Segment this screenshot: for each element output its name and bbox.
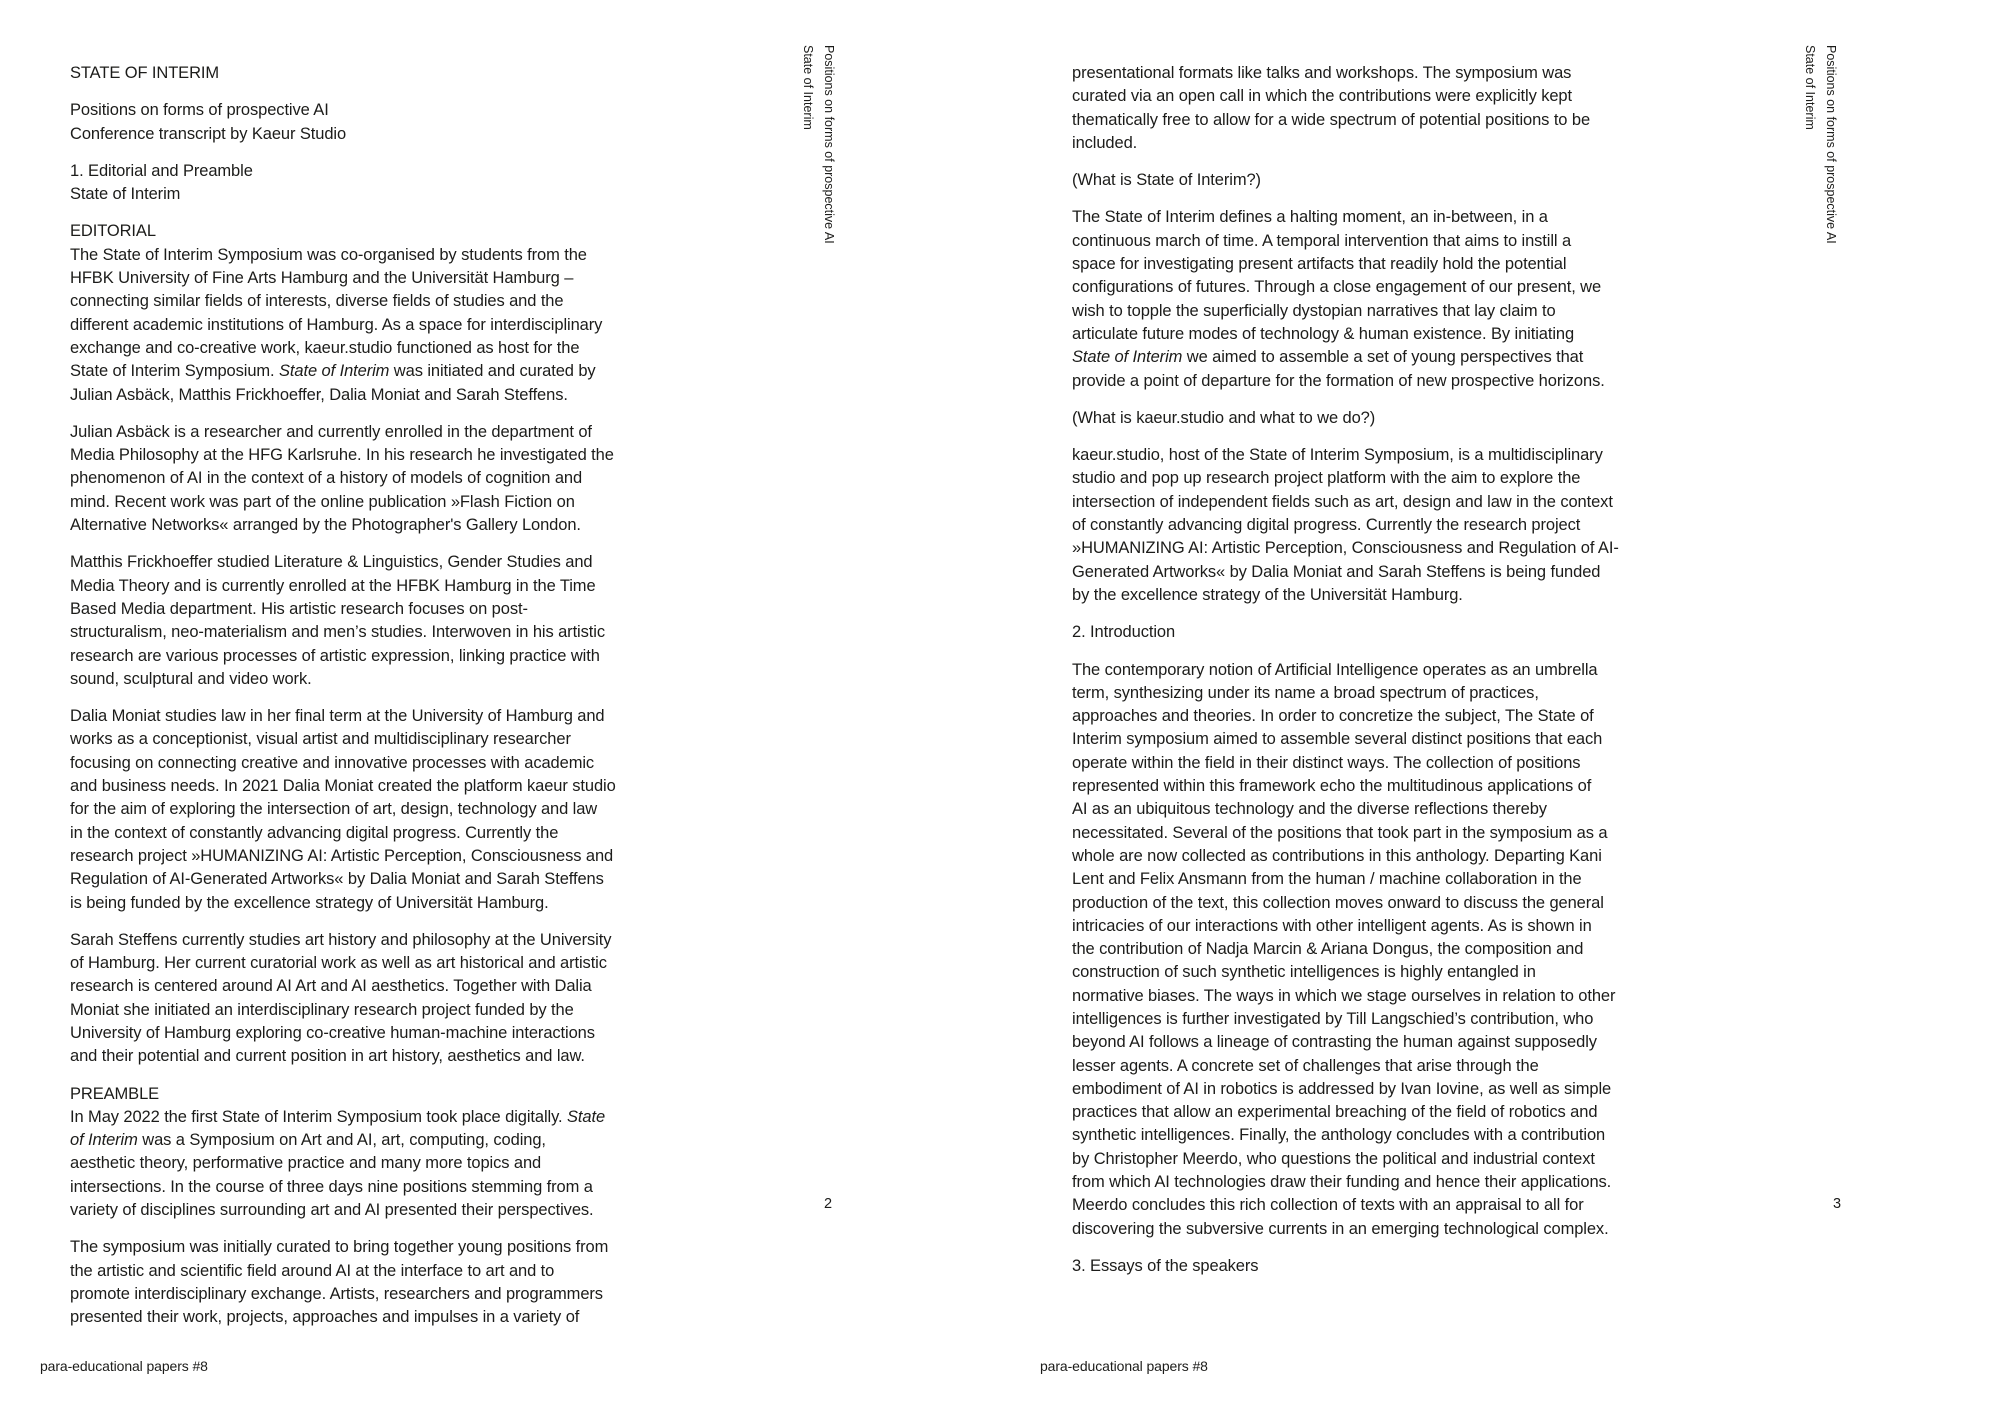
paragraph: 1. Editorial and Preamble State of Interim <box>70 161 253 204</box>
paragraph: The contemporary notion of Artificial Intelligence operates as an umbrella term, synthesizing under its name a broad spectrum of practices, approaches and theories. In order to concretize the subject, The State of Interim symposium aimed to assemble several distinct positions that each operate within the field in their distinct ways. The collection of positions represented within this framework echo the multitudinous applications of AI as an ubiquitous technology and the diverse reflections thereby necessitated. Several of the positions that took part in the symposium as a whole are now collected as contributions in this anthology. Departing Kani Lent and Felix Ansmann from the human / machine collaboration in the production of the text, this collection moves onward to discuss the general intricacies of our interactions with other intelligent agents. As is shown in the contribution of Nadja Marcin & Ariana Dongus, the composition and construction of such synthetic intelligences is highly entangled in normative biases. The ways in which we stage ourselves in relation to other intelligences is further investigated by Till Langschied’s contribution, who beyond AI follows a lineage of contrasting the human against supposedly lesser agents. A concrete set of challenges that arise through the embodiment of AI in robotics is addressed by Ivan Iovine, as well as simple practices that allow an experimental breaching of the field of robotics and synthetic intelligences. Finally, the anthology concludes with a contribution by Christopher Meerdo, who questions the political and industrial context from which AI technologies draw their funding and hence their applications. Meerdo concludes this rich collection of texts with an appraisal to all for discovering the subversive currents in an emerging technological complex. <box>1072 660 1616 1238</box>
left-page-number: 2 <box>824 1196 833 1212</box>
paragraph: kaeur.studio, host of the State of Interim Symposium, is a multidisciplinary studio and pop up research project platform with the aim to explore the intersection of independent fields such as art, design and law in the context of constantly advancing digital progress. Currently the research project »HUMANIZING AI: Artistic Perception, Consciousness and Regulation of AI- Generated Artworks« by Dalia Moniat and Sarah Steffens is being funded by the excellence strategy of the Universität Hamburg. <box>1072 446 1619 604</box>
paragraph: Sarah Steffens currently studies art history and philosophy at the University of Hamburg. Her current curatorial work as well as art historical and artistic research is centered around AI Art and AI aesthetics. Together with Dalia Moniat she initiated an interdisciplinary research project funded by the University of Hamburg exploring co-creative human-machine interactions and their potential and current position in art history, aesthetics and law. <box>70 930 612 1066</box>
paragraph: Positions on forms of prospective AI Conference transcript by Kaeur Studio <box>70 101 347 143</box>
running-head-title: State of Interim <box>1803 45 1817 130</box>
paragraph: The symposium was initially curated to bring together young positions from the artistic and scientific field around AI at the interface to art and to promote interdisciplinary exchange. Artists, researchers and programmers presented their work, projects, approaches and impulses in a variety of <box>70 1238 609 1327</box>
paragraph: (What is kaeur.studio and what to we do?) <box>1072 408 1376 427</box>
paragraph: presentational formats like talks and workshops. The symposium was curated via an open call in which the contributions were explicitly kept thematically free to allow for a wide spectrum of potential positions to be included. <box>1072 64 1591 152</box>
left-page-footer: para-educational papers #8 <box>40 1358 208 1374</box>
paragraph: STATE OF INTERIM <box>70 64 220 82</box>
left-running-head <box>797 45 839 244</box>
paragraph: 2. Introduction <box>1072 623 1176 642</box>
paragraph: Matthis Frickhoeffer studied Literature & Linguistics, Gender Studies and Media Theory and is currently enrolled at the HFBK Hamburg in the Time Based Media department. His artistic research focuses on post- structuralism, neo-materialism and men’s studies. Interwoven in his artistic research are various processes of artistic expression, linking practice with sound, sculptural and video work. <box>70 553 605 688</box>
paragraph: The State of Interim defines a halting moment, an in-between, in a continuous march of time. A temporal intervention that aims to instill a space for investigating present artifacts that readily hold the potential configurations of futures. Through a close engagement of our present, we wish to topple the superficially dystopian narratives that lay claim to articulate future modes of technology & human existence. By initiating State of Interim we aimed to assemble a set of young perspectives that provide a point of departure for the formation of new prospective horizons. <box>1072 208 1605 390</box>
running-head-subtitle: Positions on forms of prospective AI <box>822 45 836 244</box>
paragraph: Julian Asbäck is a researcher and currently enrolled in the department of Media Philosophy at the HFG Karlsruhe. In his research he investigated the phenomenon of AI in the context of a history of models of cognition and mind. Recent work was part of the online publication »Flash Fiction on Alternative Networks« arranged by the Photographer's Gallery London. <box>70 422 614 535</box>
running-head-subtitle: Positions on forms of prospective AI <box>1824 45 1838 244</box>
paragraph: Dalia Moniat studies law in her final term at the University of Hamburg and works as a conceptionist, visual artist and multidisciplinary researcher focusing on connecting creative and innovative processes with academic and business needs. In 2021 Dalia Moniat created the platform kaeur studio for the aim of exploring the intersection of art, design, technology and law in the context of constantly advancing digital progress. Currently the research project »HUMANIZING AI: Artistic Perception, Consciousness and Regulation of AI-Generated Artworks« by Dalia Moniat and Sarah Steffens is being funded by the excellence strategy of Universität Hamburg. <box>70 707 616 912</box>
paragraph: EDITORIAL The State of Interim Symposium was co-organised by students from the HFBK University of Fine Arts Hamburg and the Universität Hamburg – connecting similar fields of interests, diverse fields of studies and the different academic institutions of Hamburg. As a space for interdisciplinary exchange and co-creative work, kaeur.studio functioned as host for the State of Interim Symposium. State of Interim was initiated and curated by Julian Asbäck, Matthis Frickhoeffer, Dalia Moniat and Sarah Steffens. <box>70 222 603 404</box>
right-page-text-column <box>1072 62 1619 1278</box>
paragraph: PREAMBLE In May 2022 the first State of Interim Symposium took place digitally. State of Interim was a Symposium on Art and AI, art, computing, coding, aesthetic theory, performative practice and many more topics and intersections. In the course of three days nine positions stemming from a variety of disciplines surrounding art and AI presented their perspectives. <box>70 1084 606 1220</box>
right-page-number: 3 <box>1833 1196 1842 1212</box>
right-page-footer: para-educational papers #8 <box>1040 1358 1208 1374</box>
paragraph: (What is State of Interim?) <box>1072 171 1261 190</box>
left-page-text-column <box>70 62 616 1330</box>
paragraph: 3. Essays of the speakers <box>1072 1256 1259 1275</box>
right-running-head <box>1799 45 1841 244</box>
running-head-title: State of Interim <box>801 45 815 130</box>
